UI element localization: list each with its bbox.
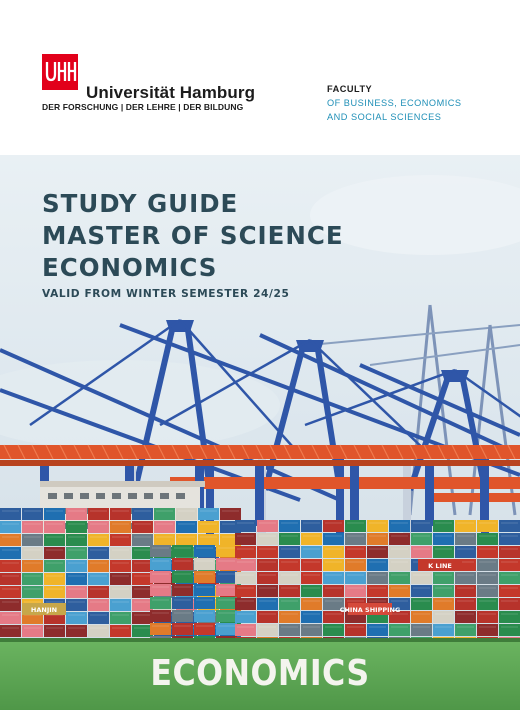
validity-note: VALID FROM WINTER SEMESTER 24/25 [42,288,290,300]
svg-text:K LINE: K LINE [428,562,452,570]
faculty-line-2: AND SOCIAL SCIENCES [327,112,442,122]
hull-lettering: ECONOMICS [150,653,370,694]
svg-text:CHINA SHIPPING: CHINA SHIPPING [339,606,401,614]
document-header [0,0,520,155]
faculty-block [327,82,462,124]
faculty-title: FACULTY [327,84,373,94]
title-line-3: ECONOMICS [42,253,218,282]
title-line-2: MASTER OF SCIENCE [42,221,344,250]
title-line-1: STUDY GUIDE [42,189,239,218]
document-title [42,188,344,284]
university-name: Universität Hamburg [86,83,256,102]
svg-text:HANJIN: HANJIN [30,606,58,614]
uhh-logo [42,54,78,90]
university-tagline: DER FORSCHUNG | DER LEHRE | DER BILDUNG [42,102,244,112]
faculty-line-1: OF BUSINESS, ECONOMICS [327,98,462,108]
